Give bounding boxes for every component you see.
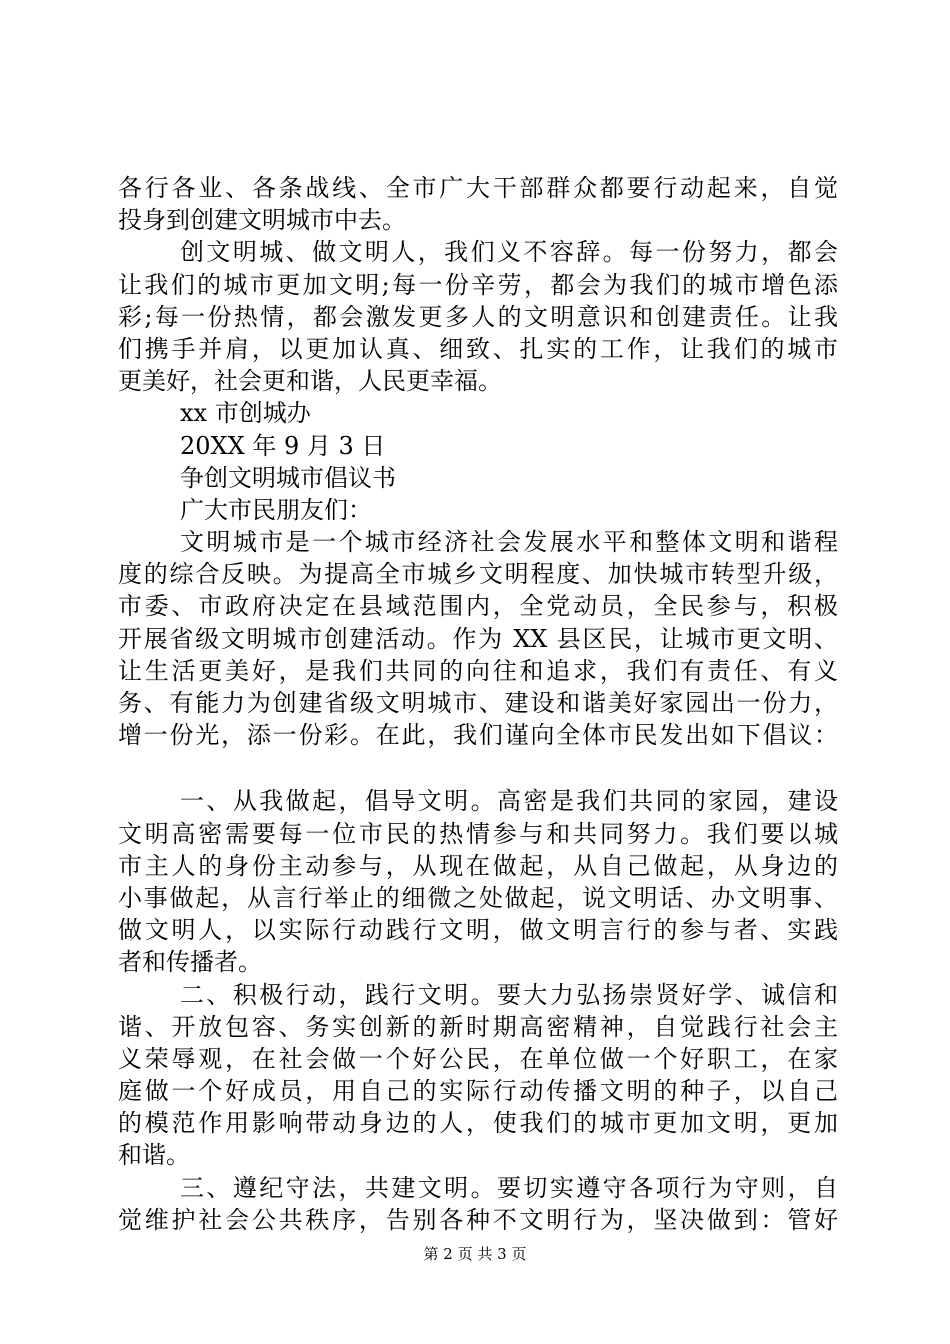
- text-line: 让我们的城市更加文明;每一份辛劳，都会为我们的城市增色添: [118, 270, 838, 299]
- text-line: 三、遵纪守法，共建文明。要切实遵守各项行为守则，自: [180, 1173, 838, 1202]
- text-line: 文明城市是一个城市经济社会发展水平和整体文明和谐程: [180, 528, 838, 557]
- text-line: 更美好，社会更和谐，人民更幸福。: [118, 367, 502, 396]
- text-line: 文明高密需要每一位市民的热情参与和共同努力。我们要以城: [118, 819, 838, 848]
- text-line: 创文明城、做文明人，我们义不容辞。每一份努力，都会: [180, 238, 838, 267]
- text-line: 和谐。: [118, 1141, 190, 1170]
- text-line: 二、积极行动，践行文明。要大力弘扬崇贤好学、诚信和: [180, 980, 838, 1009]
- text-line: 市主人的身份主动参与，从现在做起，从自己做起，从身边的: [118, 851, 838, 880]
- text-line: 20XX 年 9 月 3 日: [180, 431, 386, 460]
- text-line: 彩;每一份热情，都会激发更多人的文明意识和创建责任。让我: [118, 302, 838, 331]
- text-line: 做文明人，以实际行动践行文明，做文明言行的参与者、实践: [118, 916, 838, 945]
- text-line: 让生活更美好，是我们共同的向往和追求，我们有责任、有义: [118, 656, 838, 685]
- text-line: 谐、开放包容、务实创新的新时期高密精神，自觉践行社会主: [118, 1012, 838, 1041]
- text-line: 者和传播者。: [118, 948, 262, 977]
- text-line: 的模范作用影响带动身边的人，使我们的城市更加文明，更加: [118, 1109, 838, 1138]
- text-line: 度的综合反映。为提高全市城乡文明程度、加快城市转型升级，: [118, 560, 838, 589]
- text-line: 一、从我做起，倡导文明。高密是我们共同的家园，建设: [180, 787, 838, 816]
- text-line: 庭做一个好成员，用自己的实际行动传播文明的种子，以自己: [118, 1077, 838, 1106]
- text-line: 增一份光，添一份彩。在此，我们谨向全体市民发出如下倡议：: [118, 721, 838, 750]
- text-line: 务、有能力为创建省级文明城市、建设和谐美好家园出一份力，: [118, 689, 838, 717]
- text-line: 小事做起，从言行举止的细微之处做起，说文明话、办文明事、: [118, 883, 838, 912]
- page-footer: 第 2 页 共 3 页: [423, 1245, 527, 1263]
- text-line: 广大市民朋友们：: [180, 495, 372, 524]
- text-line: 争创文明城市倡议书: [180, 463, 396, 492]
- text-line: 各行各业、各条战线、全市广大干部群众都要行动起来，自觉: [118, 174, 838, 202]
- text-line: 开展省级文明城市创建活动。作为 XX 县区民，让城市更文明、: [118, 624, 838, 653]
- text-line: 市委、市政府决定在县域范围内，全党动员，全民参与，积极: [118, 592, 838, 621]
- text-line: 义荣辱观，在社会做一个好公民，在单位做一个好职工，在家: [118, 1044, 838, 1073]
- document-body: [118, 172, 838, 1236]
- text-line: 觉维护社会公共秩序，告别各种不文明行为，坚决做到：管好: [118, 1205, 838, 1234]
- text-line: 投身到创建文明城市中去。: [118, 206, 406, 235]
- text-line: xx 市创城办: [180, 399, 311, 428]
- blank-line: [118, 751, 838, 785]
- text-line: 们携手并肩，以更加认真、细致、扎实的工作，让我们的城市: [118, 334, 838, 363]
